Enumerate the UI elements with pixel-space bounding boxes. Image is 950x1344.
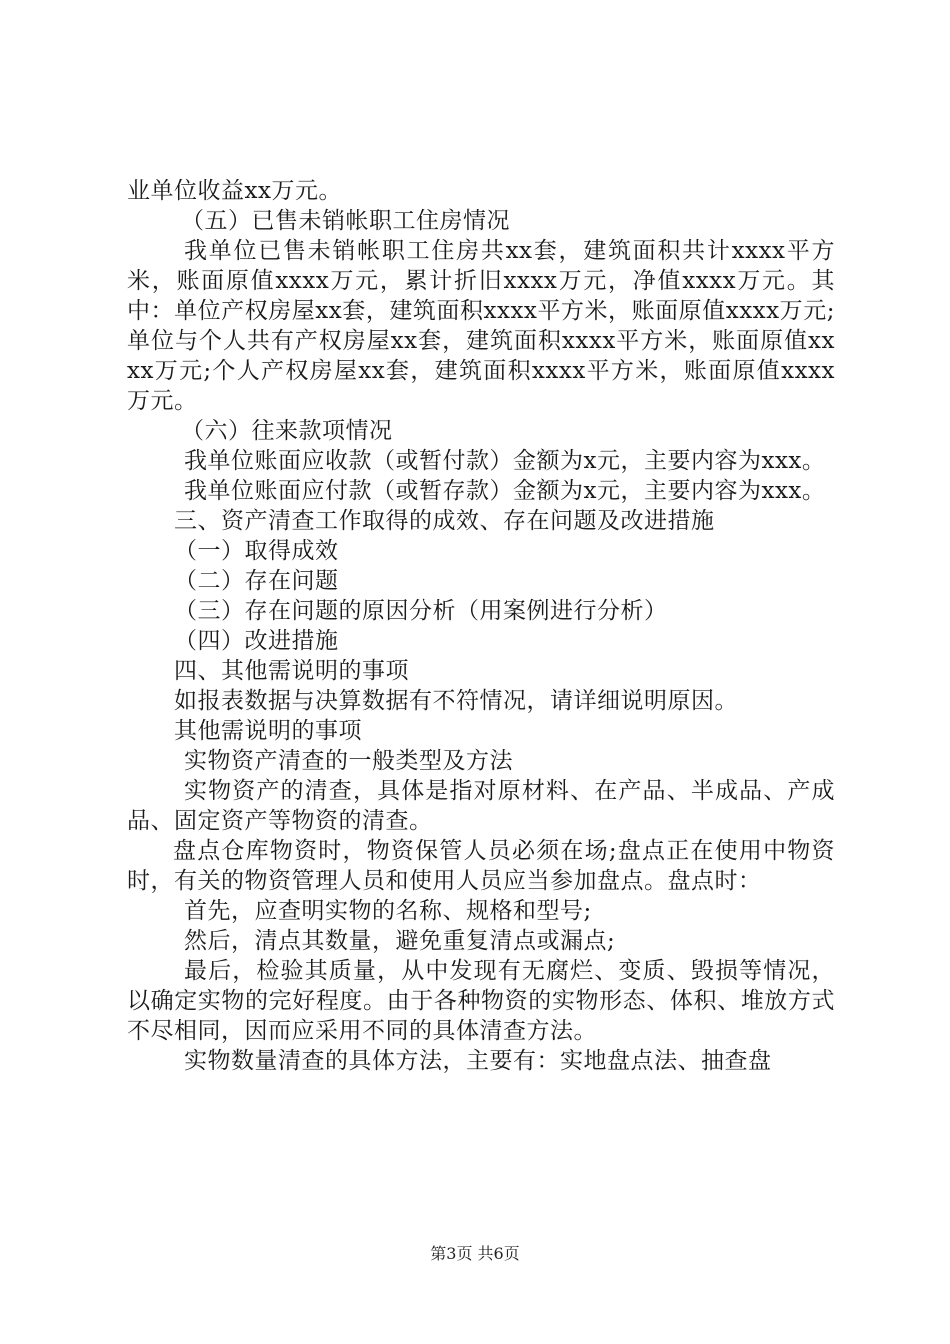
subsection-heading: （三）存在问题的原因分析（用案例进行分析）: [174, 598, 668, 624]
section-heading: 实物资产清查的一般类型及方法: [184, 748, 513, 774]
page-number: 第3页 共6页: [430, 1244, 520, 1263]
subsection-heading: （四）改进措施: [174, 628, 339, 654]
section-heading: 四、其他需说明的事项: [174, 658, 409, 684]
paragraph: 我单位账面应收款（或暂付款）金额为x元，主要内容为xxx。: [184, 448, 826, 474]
paragraph: 首先，应查明实物的名称、规格和型号;: [184, 898, 592, 924]
section-heading: （五）已售未销帐职工住房情况: [181, 208, 510, 234]
section-heading: 其他需说明的事项: [174, 718, 362, 744]
paragraph: 实物资产的清查，具体是指对原材料、在产品、半成品、产成品、固定资产等物资的清查。: [127, 778, 835, 834]
document-body: [127, 176, 835, 1076]
paragraph: 盘点仓库物资时，物资保管人员必须在场;盘点正在使用中物资时，有关的物资管理人员和使用人员应当参加盘点。盘点时：: [127, 838, 835, 894]
paragraph: 业单位收益xx万元。: [127, 178, 342, 204]
paragraph: 如报表数据与决算数据有不符情况，请详细说明原因。: [174, 688, 738, 714]
page-footer: [0, 1241, 950, 1264]
subsection-heading: （一）取得成效: [174, 538, 339, 564]
paragraph: 实物数量清查的具体方法，主要有：实地盘点法、抽查盘: [184, 1048, 772, 1074]
paragraph: 我单位已售未销帐职工住房共xx套，建筑面积共计xxxx平方米，账面原值xxxx万元，累计折旧xxxx万元，净值xxxx万元。其中：单位产权房屋xx套，建筑面积xxxx平方米，账面原值xxxx万元;单位与个人共有产权房屋xx套，建筑面积xxxx平方米，账面原值xxxx万元;个人产权房屋xx套，建筑面积xxxx平方米，账面原值xxxx万元。: [127, 238, 835, 414]
section-heading: 三、资产清查工作取得的成效、存在问题及改进措施: [174, 508, 715, 534]
paragraph: 然后，清点其数量，避免重复清点或漏点;: [184, 928, 616, 954]
paragraph: 最后，检验其质量，从中发现有无腐烂、变质、毁损等情况，以确定实物的完好程度。由于各种物资的实物形态、体积、堆放方式不尽相同，因而应采用不同的具体清查方法。: [127, 958, 835, 1044]
subsection-heading: （二）存在问题: [174, 568, 339, 594]
paragraph: 我单位账面应付款（或暂存款）金额为x元，主要内容为xxx。: [184, 478, 826, 504]
section-heading: （六）往来款项情况: [181, 418, 393, 444]
